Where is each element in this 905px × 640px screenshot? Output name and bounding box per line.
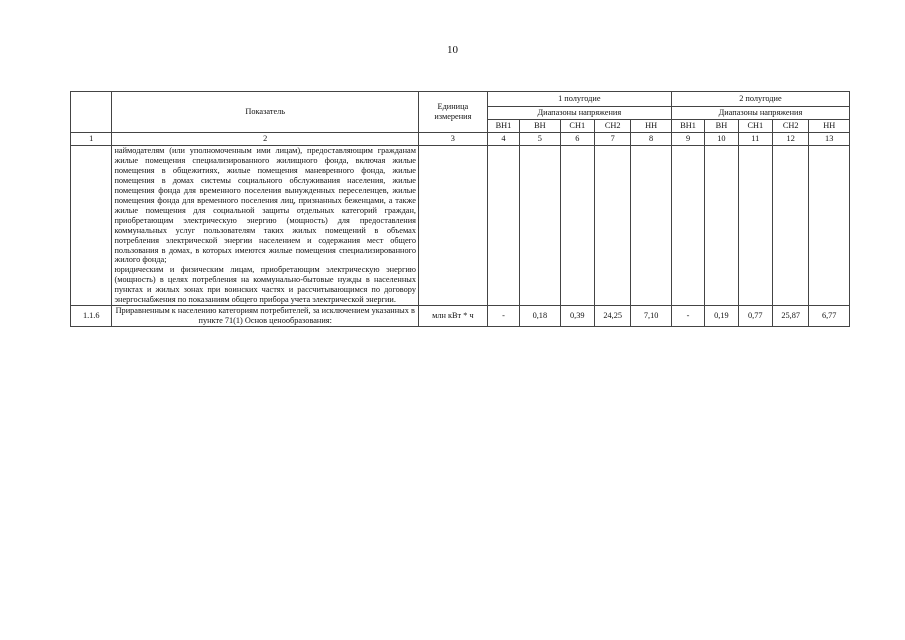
row-unit: млн кВт * ч xyxy=(418,306,487,327)
tariff-table xyxy=(70,91,850,327)
row-value: 0,18 xyxy=(520,306,560,327)
range-col: ВН xyxy=(705,120,738,133)
col-number: 11 xyxy=(738,133,772,146)
col-number: 7 xyxy=(594,133,630,146)
continuation-num-cell xyxy=(71,146,112,306)
row-value: 0,39 xyxy=(560,306,594,327)
header-indicator: Показатель xyxy=(112,92,419,133)
row-value: 24,25 xyxy=(594,306,630,327)
row-value: 6,77 xyxy=(809,306,850,327)
range-col: СН2 xyxy=(594,120,630,133)
continuation-paragraph-1: наймодателям (или уполномоченным ими лицам), предоставляющим гражданам жилые помещения специализированного жилищного фонда, включая жилые помещения в общежитиях, жилые помещения маневренного фонда, жилые помещения в домах системы социального обслуживания населения, жилые помещения фонда для временного поселения вынужденных переселенцев, жилые помещения фонда для временного поселения лиц, признанных беженцами, а также жилые помещения для социальной защиты отдельных категорий граждан, приобретающим электрическую энергию (мощность) для предоставления коммунальных услуг пользователям таких жилых помещений в объемах потребления электрической энергии населением и содержания мест общего пользования в домах, в которых имеются жилые помещения специализированного жилого фонда; xyxy=(114,146,416,265)
range-col: СН1 xyxy=(738,120,772,133)
row-value: 0,77 xyxy=(738,306,772,327)
empty-cell xyxy=(738,146,772,306)
header-num-cell xyxy=(71,92,112,133)
range-col: ВН xyxy=(520,120,560,133)
col-number: 10 xyxy=(705,133,738,146)
col-number: 13 xyxy=(809,133,850,146)
continuation-paragraph-2: юридическим и физическим лицам, приобретающим электрическую энергию (мощность) в целях потребления на коммунально-бытовые нужды в населенных пунктах и жилых зонах при воинских частях и рассчитывающимся по договору энергоснабжения по показаниям общего прибора учета электрической энергии. xyxy=(114,265,416,305)
range-col: СН2 xyxy=(773,120,809,133)
empty-cell xyxy=(773,146,809,306)
row-value: 7,10 xyxy=(631,306,671,327)
continuation-text-cell xyxy=(112,146,419,306)
col-number: 2 xyxy=(112,133,419,146)
col-number: 5 xyxy=(520,133,560,146)
row-number: 1.1.6 xyxy=(71,306,112,327)
header-ranges-1: Диапазоны напряжения xyxy=(487,107,671,120)
range-col: ВН1 xyxy=(671,120,704,133)
empty-cell xyxy=(560,146,594,306)
header-half2: 2 полугодие xyxy=(671,92,849,107)
col-number: 9 xyxy=(671,133,704,146)
empty-cell xyxy=(487,146,519,306)
col-number: 1 xyxy=(71,133,112,146)
header-unit: Единица измерения xyxy=(418,92,487,133)
header-row-1 xyxy=(71,92,850,107)
col-number: 4 xyxy=(487,133,519,146)
column-numbers-row xyxy=(71,133,850,146)
range-col: НН xyxy=(809,120,850,133)
range-col: НН xyxy=(631,120,671,133)
range-col: СН1 xyxy=(560,120,594,133)
header-half1: 1 полугодие xyxy=(487,92,671,107)
page-number: 10 xyxy=(447,44,458,56)
empty-cell xyxy=(809,146,850,306)
continuation-row xyxy=(71,146,850,306)
header-ranges-2: Диапазоны напряжения xyxy=(671,107,849,120)
empty-cell xyxy=(418,146,487,306)
row-1-1-6 xyxy=(71,306,850,327)
row-value: 25,87 xyxy=(773,306,809,327)
empty-cell xyxy=(705,146,738,306)
empty-cell xyxy=(631,146,671,306)
range-col: ВН1 xyxy=(487,120,519,133)
empty-cell xyxy=(671,146,704,306)
row-text: Приравненным к населению категориям потребителей, за исключением указанных в пункте 71(1) Основ ценообразования: xyxy=(112,306,419,327)
row-value: - xyxy=(671,306,704,327)
col-number: 6 xyxy=(560,133,594,146)
empty-cell xyxy=(520,146,560,306)
empty-cell xyxy=(594,146,630,306)
col-number: 8 xyxy=(631,133,671,146)
col-number: 12 xyxy=(773,133,809,146)
row-value: - xyxy=(487,306,519,327)
col-number: 3 xyxy=(418,133,487,146)
row-value: 0,19 xyxy=(705,306,738,327)
